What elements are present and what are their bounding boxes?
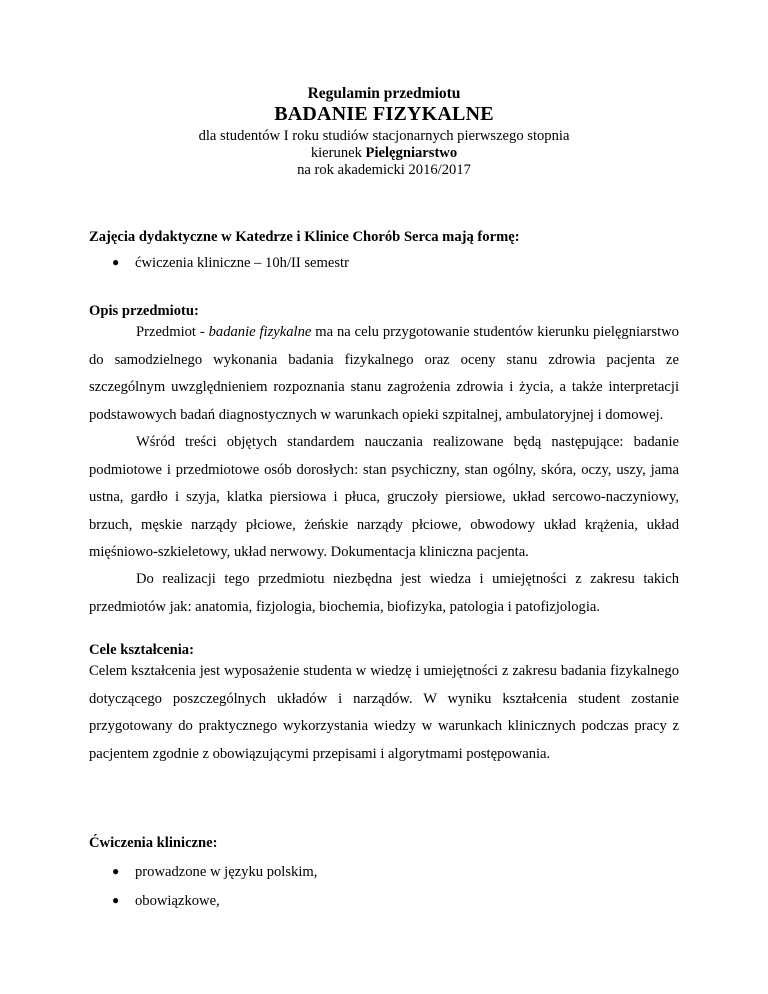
list-item-text: prowadzone w języku polskim, <box>135 864 318 880</box>
opis-p1-text: ma na celu przygotowanie studentów kierunku pielęgniarstwo do samodzielnego wykonania badania fizykalnego oraz oceny stanu zdrowia pacjenta ze szczególnym uwzględnieniem rozpoznania stanu zagrożenia zdrowia i życia, a także interpretacji podstawowych badań diagnostycznych w warunkach opieki szpitalnej, ambulatoryjnej i domowej. <box>89 324 679 423</box>
opis-p1-subject: badanie fizykalne <box>208 324 312 340</box>
list-item-text: obowiązkowe, <box>135 893 220 909</box>
list-item-text: ćwiczenia kliniczne – 10h/II semestr <box>135 255 349 271</box>
opis-paragraph-2: Wśród treści objętych standardem nauczania realizowane będą następujące: badanie podmiotowe i przedmiotowe osób dorosłych: stan psychiczny, stan ogólny, skóra, oczy, uszy, jama ustna, gardło i szyja, klatka piersiowa i płuca, gruczoły piersiowe, układ sercowo-naczyniowy, brzuch, męskie narządy płciowe, żeńskie narządy płciowe, obwodowy układ krążenia, układ mięśniowo-szkieletowy, układ nerwowy. Dokumentacja kliniczna pacjenta. <box>89 434 679 560</box>
opis-paragraph-3: Do realizacji tego przedmiotu niezbędna jest wiedza i umiejętności z zakresu takich przedmiotów jak: anatomia, fizjologia, biochemia, biofizyka, patologia i patofizjologia. <box>89 571 679 615</box>
section-heading-opis: Opis przedmiotu: <box>89 303 199 319</box>
zajecia-list <box>112 255 672 272</box>
opis-p1-prefix: Przedmiot - <box>136 324 209 340</box>
section-heading-zajecia: Zajęcia dydaktyczne w Katedrze i Klinice Chorób Serca mają formę: <box>89 229 520 245</box>
header-line-field <box>0 145 768 162</box>
field-prefix: kierunek <box>310 145 366 161</box>
cele-paragraph: Celem kształcenia jest wyposażenie studenta w wiedzę i umiejętności z zakresu badania fizykalnego dotyczącego poszczególnych układów i narządów. W wyniku kształcenia student zostanie przygotowany do praktycznego wykorzystania wiedzy w warunkach klinicznych podczas pracy z pacjentem zgodnie z obowiązującymi przepisami i algorytmami postępowania. <box>89 663 679 762</box>
list-item <box>112 255 672 272</box>
bullet-icon: ● <box>112 864 120 878</box>
field-name: Pielęgniarstwo <box>365 145 458 161</box>
bullet-icon: ● <box>112 893 120 907</box>
cwiczenia-list <box>112 864 672 910</box>
bullet-icon: ● <box>112 255 120 269</box>
list-item <box>112 864 672 881</box>
header-line-year: na rok akademicki 2016/2017 <box>297 162 471 178</box>
header-line-audience: dla studentów I roku studiów stacjonarnych pierwszego stopnia <box>198 128 570 144</box>
opis-paragraph-1 <box>89 319 679 429</box>
list-item <box>112 893 672 910</box>
document-subtitle: Regulamin przedmiotu <box>307 85 461 102</box>
document-title: BADANIE FIZYKALNE <box>274 103 494 125</box>
section-heading-cele: Cele kształcenia: <box>89 642 194 658</box>
section-heading-cwiczenia: Ćwiczenia kliniczne: <box>89 835 218 851</box>
